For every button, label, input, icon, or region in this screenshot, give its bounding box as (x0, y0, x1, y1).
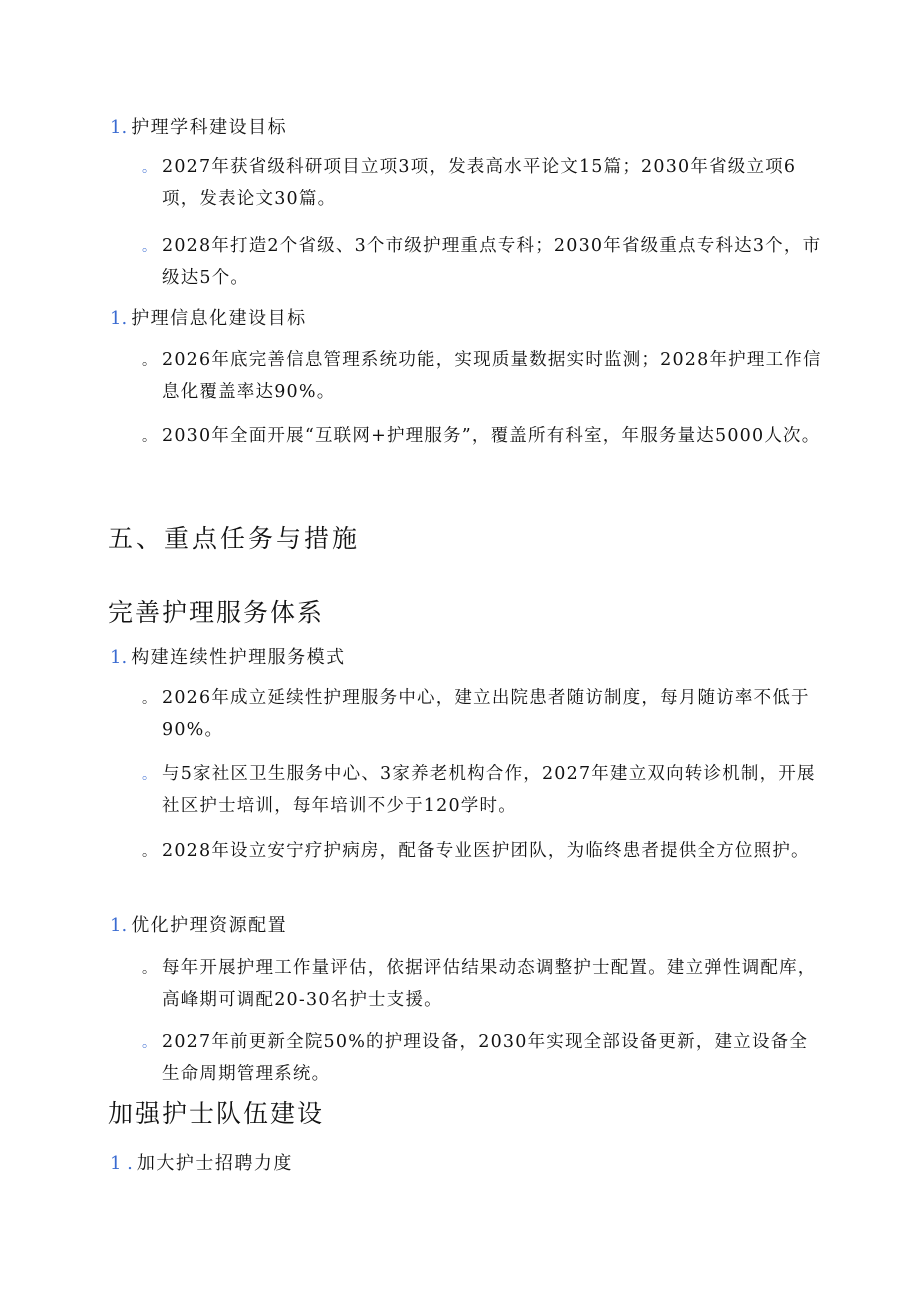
sub-item-text: 2030年全面开展“互联网+护理服务”，覆盖所有科室，年服务量达5000人次。 (162, 426, 821, 446)
list-item-recruitment (110, 1152, 293, 1176)
list-item-title: 护理学科建设目标 (131, 117, 288, 138)
list-item-informatization-goal (110, 307, 307, 331)
bullet-icon: 。 (142, 844, 158, 860)
sub-item-text: 与5家社区卫生服务中心、3家养老机构合作，2027年建立双向转诊机制，开展社区护士培训，每年培训不少于120学时。 (162, 764, 816, 816)
list-item-title: 优化护理资源配置 (131, 915, 288, 936)
sub-item-text: 2027年获省级科研项目立项3项，发表高水平论文15篇；2030年省级立项6项，发表论文30篇。 (162, 157, 797, 209)
list-item-continuous-care (110, 646, 346, 670)
bullet-icon: 。 (142, 691, 158, 707)
sub-item (142, 1027, 822, 1090)
sub-item-text: 每年开展护理工作量评估，依据评估结果动态调整护士配置。建立弹性调配库，高峰期可调配20-30名护士支援。 (162, 958, 817, 1010)
bullet-icon: 。 (142, 1035, 158, 1051)
bullet-icon: 。 (142, 160, 158, 176)
subsection-heading: 完善护理服务体系 (108, 598, 325, 627)
sub-item (142, 759, 822, 822)
list-number: 1. (110, 647, 128, 668)
sub-item (142, 345, 822, 408)
bullet-icon: 。 (142, 961, 158, 977)
sub-item (142, 231, 822, 294)
subsection-heading: 加强护士队伍建设 (108, 1099, 325, 1128)
bullet-icon: 。 (142, 429, 158, 445)
list-item-discipline-goal (110, 116, 287, 140)
sub-item (142, 683, 822, 746)
section-heading: 五、重点任务与措施 (108, 524, 361, 553)
bullet-icon: 。 (142, 239, 158, 255)
sub-item-text: 2026年底完善信息管理系统功能，实现质量数据实时监测；2028年护理工作信息化覆盖率达90%。 (162, 350, 822, 402)
sub-item (142, 152, 822, 215)
bullet-icon: 。 (142, 353, 158, 369)
list-number: 1. (110, 915, 128, 936)
sub-item-text: 2027年前更新全院50%的护理设备，2030年实现全部设备更新，建立设备全生命周期管理系统。 (162, 1032, 809, 1084)
sub-item-text: 2026年成立延续性护理服务中心，建立出院患者随访制度，每月随访率不低于90%。 (162, 688, 810, 740)
sub-item (142, 836, 822, 868)
list-item-title: 护理信息化建设目标 (131, 308, 307, 329)
list-number: 1. (110, 117, 128, 138)
list-number: 1 . (110, 1153, 133, 1174)
list-item-title: 构建连续性护理服务模式 (131, 647, 346, 668)
bullet-icon: 。 (142, 767, 158, 783)
list-number: 1. (110, 308, 128, 329)
list-item-title: 加大护士招聘力度 (136, 1153, 293, 1174)
list-item-resource-allocation (110, 914, 287, 938)
sub-item (142, 953, 822, 1016)
sub-item-text: 2028年设立安宁疗护病房，配备专业医护团队，为临终患者提供全方位照护。 (162, 841, 810, 861)
sub-item-text: 2028年打造2个省级、3个市级护理重点专科；2030年省级重点专科达3个，市级达5个。 (162, 236, 822, 288)
sub-item (142, 421, 822, 453)
